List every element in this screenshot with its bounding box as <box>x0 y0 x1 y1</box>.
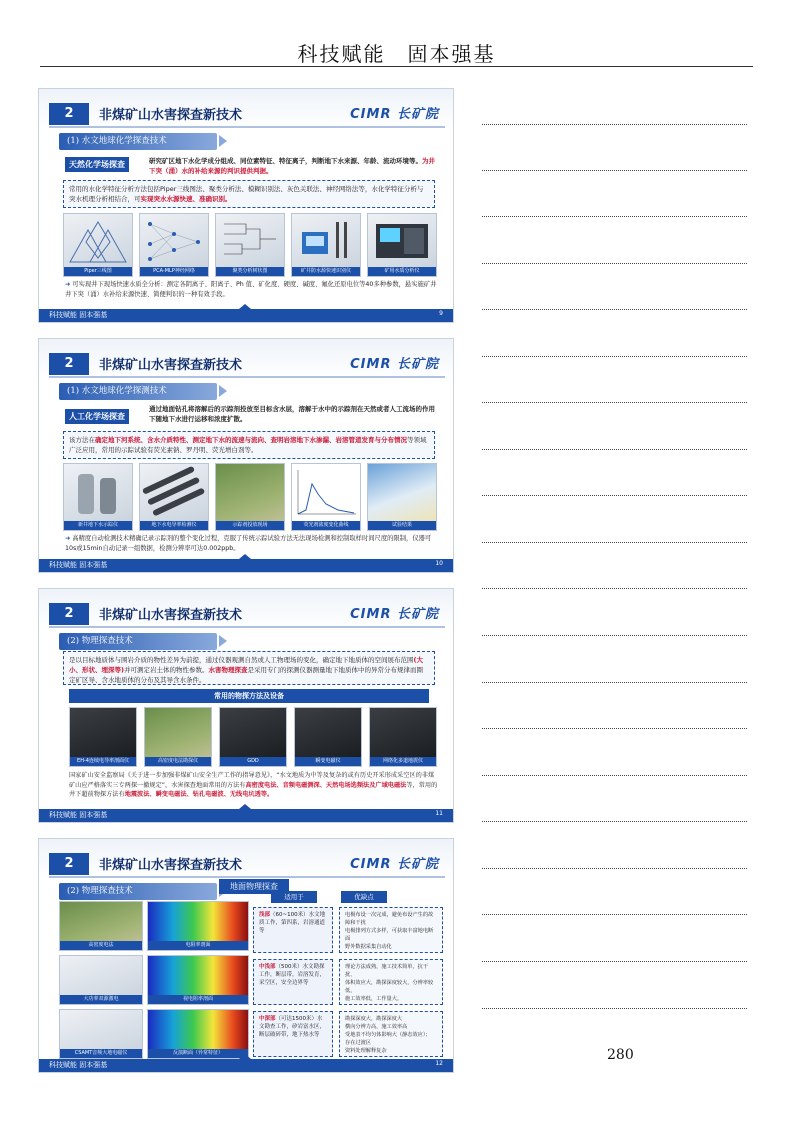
pros-cell: 电极布设一次完成，避免布设产生的故障和干扰 电极排列方式多样，可获取丰富地电断面 野外数据采集自动化 <box>339 907 443 953</box>
slide-11 <box>38 588 454 823</box>
note-line <box>482 868 747 869</box>
subsection-label: (1) 水文地球化学探查技术 <box>59 133 217 150</box>
seismic-equipment-photo: 网络化多道地震仪 <box>369 707 437 767</box>
page-header-title: 科技赋能 固本强基 <box>297 42 496 66</box>
section-number: 2 <box>49 103 89 125</box>
water-quality-analyzer-figure: 矿用水质分析仪 <box>367 213 437 277</box>
slide-12 <box>38 838 454 1073</box>
section-number: 2 <box>49 353 89 375</box>
survey-photo-grid <box>59 901 251 1059</box>
slide-title: 非煤矿山水害探查新技术 <box>99 358 243 373</box>
dual-source-ip-photo: 大功率双源激电 <box>59 955 143 1005</box>
slide-footer: 科技赋能 固本强基 10 <box>39 559 453 572</box>
equipment-row <box>69 707 437 767</box>
method-tag: 天然化学场探查 <box>65 157 129 172</box>
slide-page-number: 10 <box>435 560 443 567</box>
conductivity-probe-photo: 地下水电导率检测仪 <box>139 463 209 531</box>
slide-10 <box>38 338 454 573</box>
field-analysis-note: ➜ 可实现井下现场快速水质全分析：测定各阴离子、阳离子、Ph 值、矿化度、硬度、碱度、氟化还原电位等40多种参数，悬实施矿井井下突（涌）水补给来源快速、简便判识的一种有效手段。 <box>65 281 437 298</box>
note-line <box>482 449 747 450</box>
csamt-equipment-photo: CSAMT音频大地电磁仪 <box>59 1009 143 1059</box>
note-line <box>482 402 747 403</box>
note-line <box>482 682 747 683</box>
slide-footer: 科技赋能 固本强基 9 <box>39 309 453 322</box>
cimr-logo: CIMR 长矿院 <box>350 357 439 372</box>
resistivity-profile-figure: 电阻率剖面 <box>147 901 249 951</box>
section-number: 2 <box>49 603 89 625</box>
detection-note: ➜ 高精度自动检测技术精确记录示踪剂的整个变化过程，克服了传统示踪试验方法无法现场检测和控制取样时间尺度的限制，仪器可10s或15min自动记录一组数据，检测分辨率可达0.002ppb。 <box>65 535 432 552</box>
inversion-section-figure: 反演断面（异常特征） <box>147 1009 249 1059</box>
figure-row <box>63 213 437 277</box>
applies-cell: 中深部（可达1500米）水文勘查工作，矽岩富水区，断层破碎带，地下热水等 <box>253 1011 333 1057</box>
applies-header: 适用于 <box>271 891 317 903</box>
analysis-box: 常用的水化学特征分析方法包括Piper三线图法、聚类分析法、模糊识别法、灰色关联法、神经网络法等，水化学特征分析与突水机理分析相结合，可实现突水水源快速、准确识别。 <box>63 180 435 208</box>
high-density-field-photo: 高密度电法 <box>59 901 143 951</box>
figure-row <box>63 463 437 531</box>
method-tag: 人工化学场探查 <box>65 409 129 424</box>
neural-network-figure: PCA-MLP神经网络 <box>139 213 209 277</box>
section-number: 2 <box>49 853 89 875</box>
tracer-injection-site-photo: 示踪剂投放现场 <box>215 463 285 531</box>
slide-footer: 科技赋能 固本强基 11 <box>39 809 453 822</box>
water-source-identifier-figure: 矿井防水源快速识别仪 <box>291 213 361 277</box>
note-line <box>482 309 747 310</box>
cluster-tree-figure: 聚类分析树状图 <box>215 213 285 277</box>
note-line <box>482 495 747 496</box>
note-line <box>482 170 747 171</box>
note-line <box>482 635 747 636</box>
note-line <box>482 588 747 589</box>
method-lead: 通过地面钻孔将溶解后的示踪剂投放至目标含水层，溶解于水中的示踪剂在天然或者人工流场的作用下随地下水进行运移和浓度扩散。 <box>149 405 435 423</box>
slide-footer: 科技赋能 固本强基 12 <box>39 1059 453 1072</box>
slide-title: 非煤矿山水害探查新技术 <box>99 608 243 623</box>
note-line <box>482 961 747 962</box>
high-density-electric-photo: 高密度电法勘探仪 <box>144 707 212 767</box>
slide-page-number: 9 <box>439 310 443 317</box>
gdd-equipment-photo: GDD <box>219 707 287 767</box>
piper-diagram-figure: Piper三线图 <box>63 213 133 277</box>
tracer-instrument-photo: 新井地下水示踪仪 <box>63 463 133 531</box>
applies-cell: 中浅部（500米）水文勘探工作，断层带，岩溶发育，采空区，安全边界等 <box>253 959 333 1005</box>
tracer-method-box: 该方法在确定地下河系统、含水介质特性、测定地下水的流速与流向、查明岩溶地下水渗漏、岩溶管道发育与分布情况等领域广泛应用，常用的示踪试验有荧光素钠、罗丹明、荧光增白剂等。 <box>63 431 435 459</box>
slide-page-number: 11 <box>435 810 443 817</box>
apparent-resistivity-figure: 视电阻率剖面 <box>147 955 249 1005</box>
methods-band: 常用的物探方法及设备 <box>69 689 429 703</box>
subsection-label: (2) 物理探查技术 <box>59 633 217 650</box>
note-line <box>482 1008 747 1009</box>
note-line <box>482 914 747 915</box>
header-rule <box>40 66 753 67</box>
subsection-label: (1) 水文地球化学探测技术 <box>59 383 217 400</box>
physical-exploration-box: 是以目标地质体与围岩介质的物性差异为前提，通过仪器观测自然或人工物理场的变化，确定地下地质体的空间展布范围(大小、形状、埋深等)并可测定岩土体的物性参数。水害物理探查是采用专门的探测仪器测量地下地质体中的异常分布规律而圈定矿区导、含水地质体的分布及其导含水条件。 <box>63 651 435 685</box>
note-line <box>482 542 747 543</box>
applies-cell: 浅部（60~100米）水文地质工作，第四系，岩溶通道等 <box>253 907 333 953</box>
note-line <box>482 821 747 822</box>
cimr-logo: CIMR 长矿院 <box>350 857 439 872</box>
slide-title: 非煤矿山水害探查新技术 <box>99 108 243 123</box>
subsection-label: (2) 物理探查技术 <box>59 883 217 900</box>
note-line <box>482 728 747 729</box>
regulation-note: 国家矿山安全监察局《关于进一步加强非煤矿山安全生产工作的指导意见》，“水文地质为中等及复杂的或有历史开采形成采空区的非煤矿山应严格落实三专两探一撤规定”，水害探查地面常用的方法有高密度电法、音频电磁测深、天然电场选频法及广域电磁法等，常用的井下超前物探方法有地震波法、瞬变电磁法、钻孔电磁波、无线电坑透等。 <box>69 772 438 798</box>
eh4-equipment-photo: EH-4连续电导率剖面仪 <box>69 707 137 767</box>
note-line <box>482 775 747 776</box>
method-lead: 研究矿区地下水化学成分组成、同位素特征、特征离子，判断地下水来源、年龄、流动环境等。为井下突（涌）水的补给来源的判识提供判据。 <box>149 157 435 175</box>
slide-page-number: 12 <box>435 1060 443 1067</box>
note-line <box>482 356 747 357</box>
transient-em-photo: 瞬变电磁仪 <box>294 707 362 767</box>
cimr-logo: CIMR 长矿院 <box>350 607 439 622</box>
test-result-map: 试验结果 <box>367 463 437 531</box>
note-line <box>482 216 747 217</box>
pros-cell: 勘探深度大，勘探深度大 横向分辨力高，施工效率高 受地表不均匀体影响大（静态效应）； 存在过渡区 资料处理解释复杂 <box>339 1011 443 1057</box>
slide-title: 非煤矿山水害探查新技术 <box>99 858 243 873</box>
note-line <box>482 263 747 264</box>
note-line <box>482 124 747 125</box>
surface-exploration-label: 地面物理探查 <box>219 879 289 894</box>
cimr-logo: CIMR 长矿院 <box>350 107 439 122</box>
page-number: 280 <box>607 1047 634 1063</box>
concentration-curve-figure: 荧光剂浓度变化曲线 <box>291 463 361 531</box>
pros-cell: 理论方法成熟，施工技术简单，抗干扰、 体积效应大，勘探深度较大，分辨率较低， 施工效率低，工作量大。 <box>339 959 443 1005</box>
slide-9 <box>38 88 454 323</box>
pros-cons-header: 优缺点 <box>341 891 387 903</box>
